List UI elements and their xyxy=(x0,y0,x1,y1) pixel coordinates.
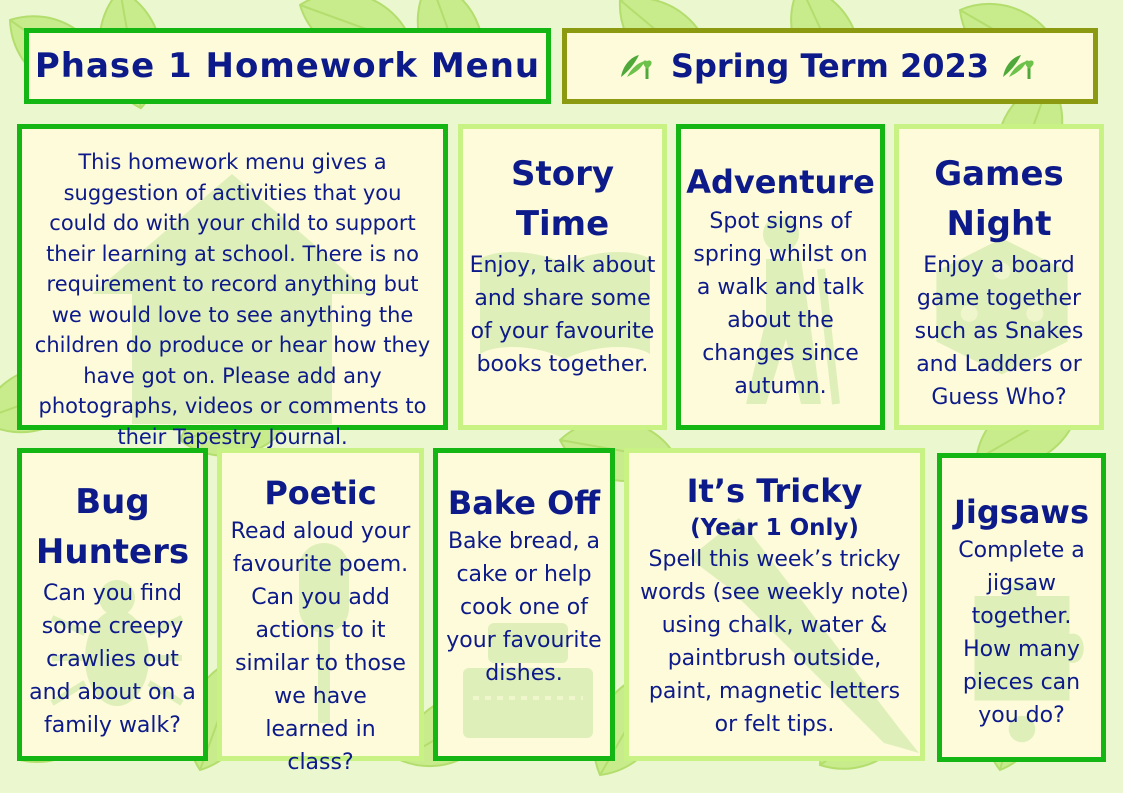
card-adventure xyxy=(676,124,885,430)
card-body: Complete a jigsaw together. How many pieces can you do? xyxy=(958,538,1085,728)
card-body: Enjoy, talk about and share some of your favourite books together. xyxy=(469,253,656,377)
page-title: Phase 1 Homework Menu xyxy=(34,46,541,86)
intro-text: This homework menu gives a suggestion of activities that you could do with your child to support their learning at school. There is no requirement to record anything but we would love to see anything the children do produce or hear how they have got on. Please add any photographs, videos or comments to their Tapestry Journal. xyxy=(34,150,431,449)
card-its-tricky xyxy=(624,448,925,761)
card-title: Adventure xyxy=(686,163,875,201)
card-title: Story Time xyxy=(510,154,615,244)
card-games-night xyxy=(894,124,1104,430)
card-body: Bake bread, a cake or help cook one of your favourite dishes. xyxy=(446,529,602,686)
card-body: Spell this week’s tricky words (see weekly note) using chalk, water & paintbrush outside, paint, magnetic letters or felt tips. xyxy=(640,547,909,737)
leaf-sprout-icon xyxy=(617,51,661,81)
card-body: Can you find some creepy crawlies out and about on a family walk? xyxy=(29,581,196,738)
card-body: Read aloud your favourite poem. Can you add actions to it similar to those we have learned in class? xyxy=(230,519,411,775)
card-bug-hunters xyxy=(17,448,208,761)
leaf-sprout-icon xyxy=(999,51,1043,81)
menu-title-box xyxy=(24,28,551,104)
term-title: Spring Term 2023 xyxy=(670,47,990,85)
term-title-box xyxy=(562,28,1098,104)
card-title: Poetic xyxy=(264,474,377,512)
card-body: Spot signs of spring whilst on a walk and talk about the changes since autumn. xyxy=(693,209,868,399)
card-body: Enjoy a board game together such as Snakes and Ladders or Guess Who? xyxy=(914,253,1084,410)
card-jigsaws xyxy=(937,453,1106,762)
intro-card xyxy=(17,124,448,449)
card-title: Jigsaws xyxy=(953,493,1090,531)
card-subtitle: (Year 1 Only) xyxy=(690,515,859,541)
card-title: Bug Hunters xyxy=(35,482,190,572)
card-story-time xyxy=(458,124,667,430)
card-bake-off xyxy=(433,448,615,761)
card-title: Bake Off xyxy=(447,484,601,522)
card-title: Games Night xyxy=(934,154,1064,244)
card-title: It’s Tricky xyxy=(686,472,863,510)
card-poetic xyxy=(217,448,424,775)
